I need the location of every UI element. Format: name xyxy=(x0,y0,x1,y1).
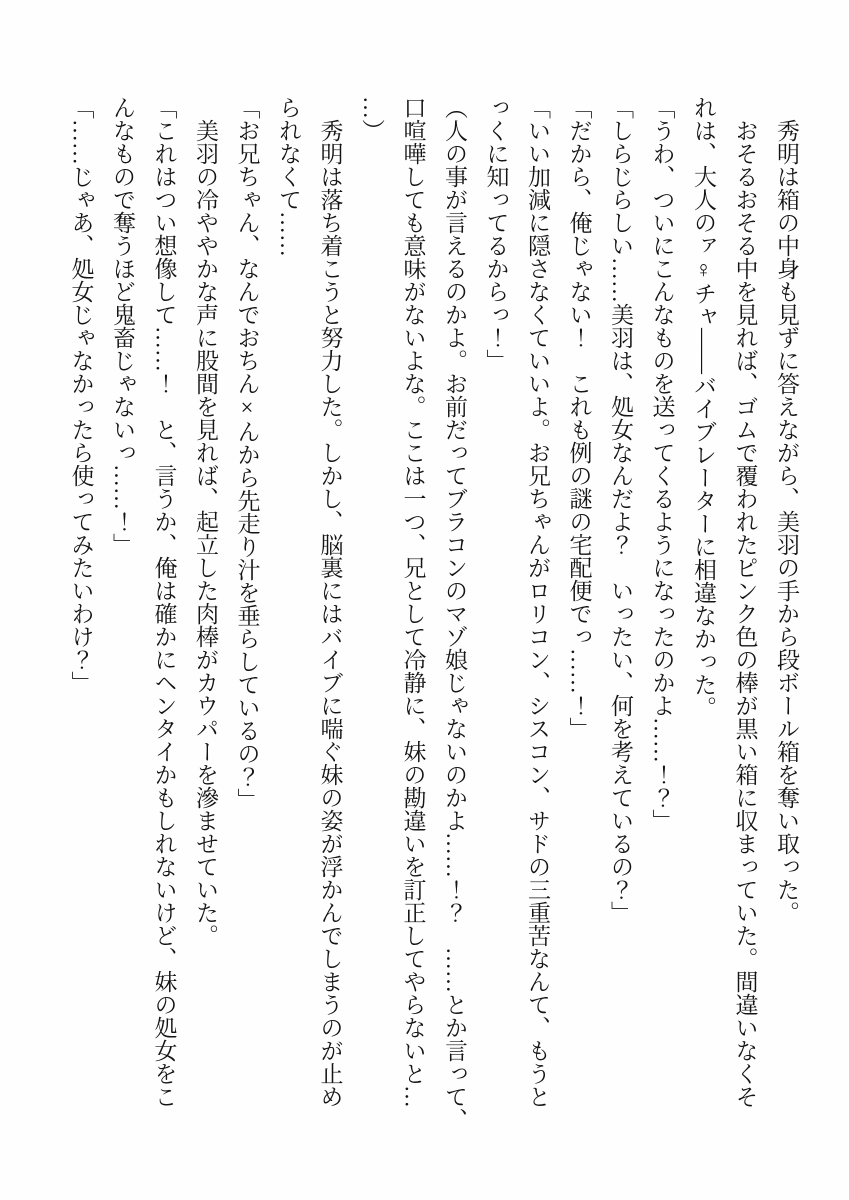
text-line: んなもので奪うほど鬼畜じゃないっ……！」 xyxy=(110,96,135,556)
text-block xyxy=(60,96,807,1131)
text-line: 「しらじらしい……美羽は、処女なんだよ？ いったい、何を考えているの？」 xyxy=(608,96,633,924)
text-line: おそるおそる中を見れば、ゴムで覆われたピンク色の棒が黒い箱に収まっていた。間違いなくそ xyxy=(732,119,758,1108)
text-line: …） xyxy=(359,96,384,142)
text-line: 秀明は落ち着こうと努力した。しかし、脳裏にはバイブに喘ぐ妹の姿が浮かんでしまうのが止め xyxy=(317,119,343,1108)
text-line: 「……じゃあ、処女じゃなかったら使ってみたいわけ？」 xyxy=(68,96,94,694)
text-line: （人の事が言えるのかよ。お前だってブラコンのマゾ娘じゃないのかよ……！？ ……とか言って、 xyxy=(442,96,467,1131)
text-line: っくに知ってるからっ！」 xyxy=(483,96,509,372)
text-line: 「お兄ちゃん、なんでおちん×んから先走り汁を垂らしているの？」 xyxy=(234,96,260,811)
text-line: 美羽の冷ややかな声に股間を見れば、起立した肉棒がカウパーを滲ませていた。 xyxy=(193,119,218,947)
text-line: 秀明は箱の中身も見ずに答えながら、美羽の手から段ボール箱を奪い取った。 xyxy=(774,119,799,924)
text-line: られなくて…… xyxy=(276,96,301,257)
text-line: 口喧嘩しても意味がないよな。ここは一つ、兄として冷静に、妹の勘違いを訂正してやらないと… xyxy=(400,96,426,1108)
text-line: 「うわ、ついにこんなものを送ってくるようになったのかよ……！？」 xyxy=(649,96,675,832)
text-line: 「だから、俺じゃない！ これも例の謎の宅配便でっ……！」 xyxy=(566,96,592,740)
text-line: 「これはつい想像して……！ と、言うか、俺は確かにヘンタイかもしれないけど、妹の処女をこ xyxy=(151,96,177,1108)
text-line: 「いい加減に隠さなくていいよ。お兄ちゃんがロリコン、シスコン、サドの三重苦なんて、もうと xyxy=(525,96,550,1108)
text-line: れは、大人のァ♀チャ――バイブレーターに相違なかった。 xyxy=(691,96,716,719)
